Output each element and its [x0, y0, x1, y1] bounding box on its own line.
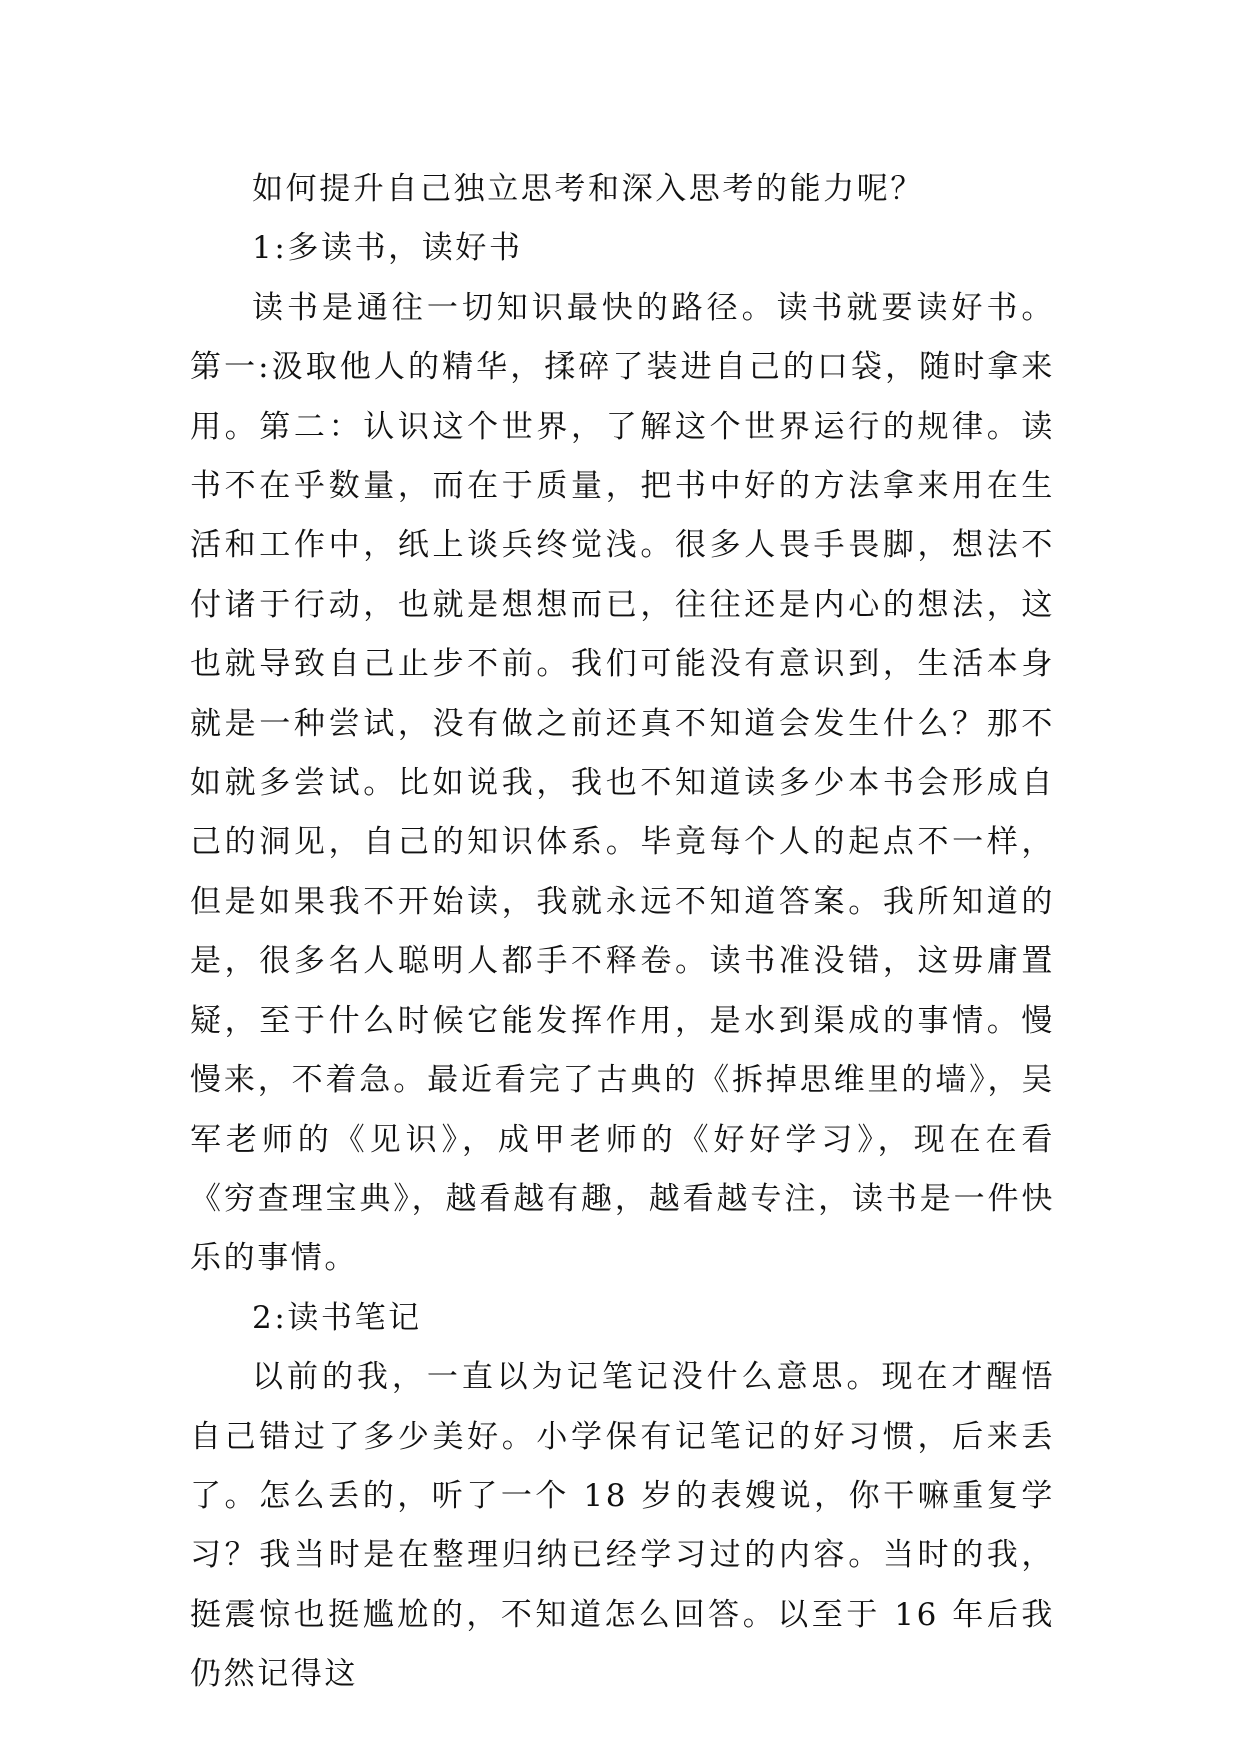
body-paragraph-2: 以前的我，一直以为记笔记没什么意思。现在才醒悟自己错过了多少美好。小学保有记笔记的好习惯，后来丢了。怎么丢的，听了一个 18 岁的表嫂说，你干嘛重复学习？我当时是在整理归纳已经学习过的内容。当时的我，挺震惊也挺尴尬的，不知道怎么回答。以至于 16 年后我仍然记得这: [190, 1359, 1055, 1693]
question-heading: 如何提升自己独立思考和深入思考的能力呢？: [252, 171, 924, 207]
body-paragraph-1: 读书是通往一切知识最快的路径。读书就要读好书。第一:汲取他人的精华，揉碎了装进自己的口袋，随时拿来用。第二：认识这个世界，了解这个世界运行的规律。读书不在乎数量，而在于质量，把书中好的方法拿来用在生活和工作中，纸上谈兵终觉浅。很多人畏手畏脚，想法不付诸于行动，也就是想想而已，往往还是内心的想法，这也就导致自己止步不前。我们可能没有意识到，生活本身就是一种尝试，没有做之前还真不知道会发生什么？那不如就多尝试。比如说我，我也不知道读多少本书会形成自己的洞见，自己的知识体系。毕竟每个人的起点不一样，但是如果我不开始读，我就永远不知道答案。我所知道的是，很多名人聪明人都手不释卷。读书准没错，这毋庸置疑，至于什么时候它能发挥作用，是水到渠成的事情。慢慢来，不着急。最近看完了古典的《拆掉思维里的墙》，吴军老师的《见识》，成甲老师的《好好学习》，现在在看《穷查理宝典》，越看越有趣，越看越专注，读书是一件快乐的事情。: [190, 289, 1055, 1277]
section-heading-1: 1:多读书，读好书: [252, 230, 523, 267]
document-body: [190, 160, 1055, 1705]
section-heading-2: 2:读书笔记: [252, 1299, 422, 1336]
